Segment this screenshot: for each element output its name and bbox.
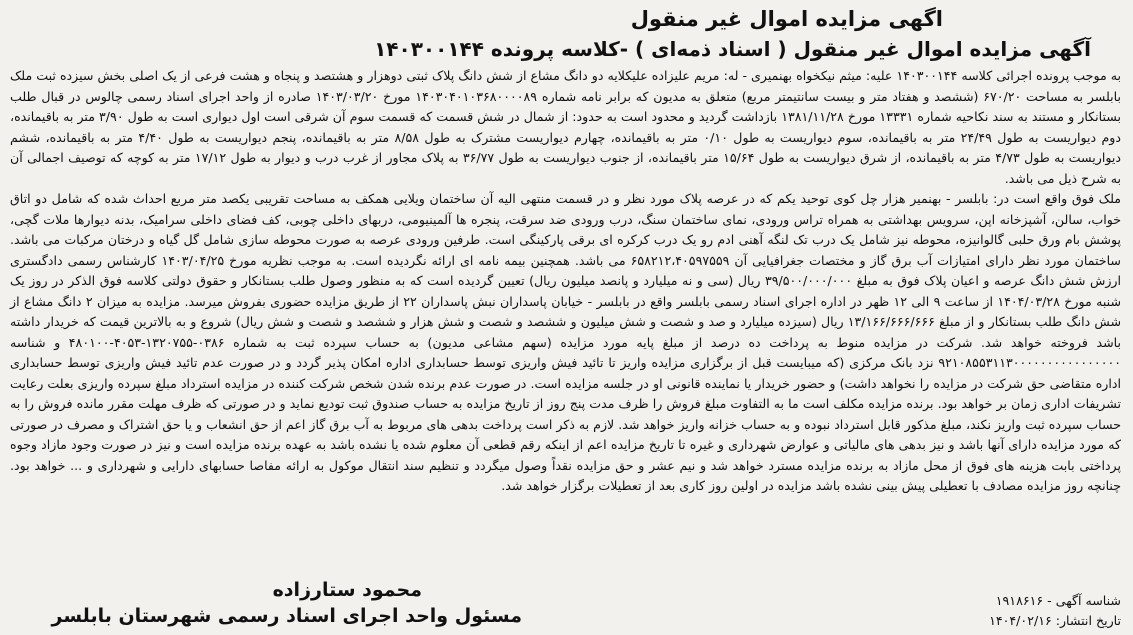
notice-subtitle: آگهی مزایده اموال غیر منقول ( اسناد ذمه‌ای ) -کلاسه پرونده ۱۴۰۳۰۰۱۴۴ [374, 37, 1091, 61]
signatory-title: مسئول واحد اجرای اسناد رسمی شهرستان بابلسر [51, 605, 522, 627]
signature-block [10, 577, 530, 629]
notice-paragraph-2: ملک فوق واقع است در: بابلسر - بهنمیر هزار چل کوی توحید یکم که در عرصه پلاک مورد نظر و در قسمت منتهی الیه آن ساختمان ویلایی همکف به مساحت تقریبی یکصد متر مربع احداث شده که شامل دو اتاق خواب، سالن، آشپزخانه اپن، سرویس بهداشتی به همراه تراس ورودی، نمای ساختمان سنگ، درب ورودی ضد سرقت، پنجره ها آلمینیومی، دربهای داخلی چوبی، کف فضای داخلی سرامیک، بدنه دیوارها ملات گچی، پوشش بام ورق حلبی گالوانیزه، محوطه نیز شامل یک درب تک لنگه آهنی ادم رو یک درب کرکره ای برقی پارکینگی است. طرفین ورودی عرصه به صورت محوطه سازی شامل گل گیاه و درختان مرکبات می باشد. ساختمان مورد نظر دارای امتیازات آب برق گاز و مختصات جغرافیایی آن ۶۵۸۲۱۲،۴۰۵۹۷۵۵۹ می باشد. همچنین بیمه نامه ای ارائه نگردیده است. به موجب نظریه مورخ ۱۴۰۳/۰۴/۲۵ کارشناس رسمی دادگستری ارزش شش دانگ عرصه و اعیان پلاک فوق به مبلغ ۳۹/۵۰۰/۰۰۰/۰۰۰ ریال (سی و نه میلیارد و پانصد میلیون ریال) تعیین گردیده است که به منظور وصول طلب بستانکار و حقوق دولتی کلاسه فوق الذکر در روز یک شنبه مورخ ۱۴۰۴/۰۳/۲۸ از ساعت ۹ الی ۱۲ ظهر در اداره اجرای اسناد رسمی بابلسر واقع در بابلسر - خیابان پاسداران نبش پاسداران ۲۲ از طریق مزایده حضوری بفروش میرسد. مزایده به میزان ۲ دانگ مشاع از شش دانگ طلب بستانکار و از مبلغ ۱۳/۱۶۶/۶۶۶/۶۶۶ ریال (سیزده میلیارد و صد و شصت و شش میلیون و ششصد و شصت و شش هزار و ششصد و شصت و شش ریال) شروع و به بالاترین قیمت که خریدار داشته باشد فروخته خواهد شد. شرکت در مزایده منوط به پرداخت ده درصد از مبلغ پایه مورد مزایده (سهم مشاعی مدیون) به حساب سپرده ثبت به شماره ۰۳۸۶-۱۳۲۰۷۵۵-۴۰۵۳-۴۸۰۱۰۰ و شناسه ۹۲۱۰۸۵۵۳۱۱۳۰۰۰۰۰۰۰۰۰۰۰۰۰۰۰۰ نزد بانک مرکزی (که میبایست قبل از برگزاری مزایده واریز تا تائید فیش واریزی توسط حسابداری اداره امکان پذیر گردد و در صورت عدم تائید فیش واریزی توسط حسابداری اداره متقاضی حق شرکت در مزایده را نخواهد داشت) و حضور خریدار یا نماینده قانونی او در جلسه مزایده است. در صورت عدم برنده شدن شخص شرکت کننده در مزایده استرداد مبلغ سپرده واریزی بعلت رعایت تشریفات اداری زمان بر خواهد بود. برنده مزایده مکلف است ما به التفاوت مبلغ فروش را ظرف مدت پنج روز از تاریخ مزایده به حساب صندوق ثبت تودیع نماید و در صورتی که ظرف مهلت مقرر مانده فروش را به حساب سپرده ثبت واریز نکند، مبلغ مذکور قابل استرداد نبوده و به حساب خزانه واریز خواهد شد. لازم به ذکر است پرداخت بدهی های مربوط به آب برق گاز اعم از حق انشعاب و یا حق اشتراک و مصرف در صورتی که مورد مزایده دارای آنها باشد و نیز بدهی های مالیاتی و عوارض شهرداری و غیره تا تاریخ مزایده اعم از اینکه رقم قطعی آن معلوم شده یا نشده باشد به عهده برنده مزایده است و نیز در صورت وجود مازاد وجوه پرداختی بابت هزینه های فوق از محل مازاد به برنده مزایده مسترد خواهد شد و نیم عشر و حق مزایده نقداً وصول میگردد و تنظیم سند انتقال موکول به ارائه مفاصا حسابهای دارایی و شهرداری و ... خواهد بود. چنانچه روز مزایده مصادف با تعطیلی پیش بینی نشده باشد مزایده در اولین روز کاری بعد از تعطیلات برگزار خواهد شد. [10, 191, 1122, 493]
signatory-name: محمود ستارزاده [272, 579, 422, 601]
notice-paragraph-1: به موجب پرونده اجرائی کلاسه ۱۴۰۳۰۰۱۴۴ علیه: میثم نیکخواه بهنمیری - له: مریم علیزاده علیکلایه دو دانگ مشاع از شش دانگ پلاک ثبتی دوهزار و هشتصد و پنجاه و هشت فرعی از یک اصلی بخش سیزده ثبت ملک بابلسر به مساحت ۶۷۰/۲۰ (ششصد و هفتاد متر و بیست سانتیمتر مربع) متعلق به مدیون که برابر نامه شماره ۱۴۰۳۰۴۰۱۰۳۶۸۰۰۰۰۸۹ مورخ ۱۴۰۳/۰۳/۲۰ صادره از واحد اجرای اسناد رسمی چالوس در قبال طلب بستانکار و مستند به سند نکاحیه شماره ۱۳۳۳۱ مورخ ۱۳۸۱/۱۱/۲۸ بازداشت گردید و محدود است به حدود: از شمال در شش قسمت که قسمت سوم آن شرقی است اول دیواری است به طول ۳/۹۰ متر به باقیمانده، دوم دیواریست به طول ۲۴/۴۹ متر به باقیمانده، سوم دیواریست به طول ۰/۱۰ متر به باقیمانده، چهارم دیواریست مشترک به طول ۸/۵۸ متر به باقیمانده، پنجم دیواریست به طول ۴/۴۰ متر به باقیمانده، ششم دیواریست به طول ۴/۷۳ متر به باقیمانده، از شرق دیواریست به طول ۱۵/۶۴ متر باقیمانده، از جنوب دیواریست به طول ۳۶/۷۷ به پلاک مجاور از غرب درب و دیوار به طول ۱۷/۱۲ متر به کوچه که توصیف اجمالی آن به شرح ذیل می باشد. [10, 68, 1122, 186]
notice-title: اگهی مزایده اموال غیر منقول [630, 7, 943, 31]
publish-date: تاریخ انتشار: ۱۴۰۴/۰۲/۱۶ [989, 613, 1121, 628]
notice-body [10, 66, 1121, 497]
notice-meta [989, 591, 1121, 631]
ad-id: شناسه آگهی - ۱۹۱۸۶۱۶ [995, 593, 1121, 608]
